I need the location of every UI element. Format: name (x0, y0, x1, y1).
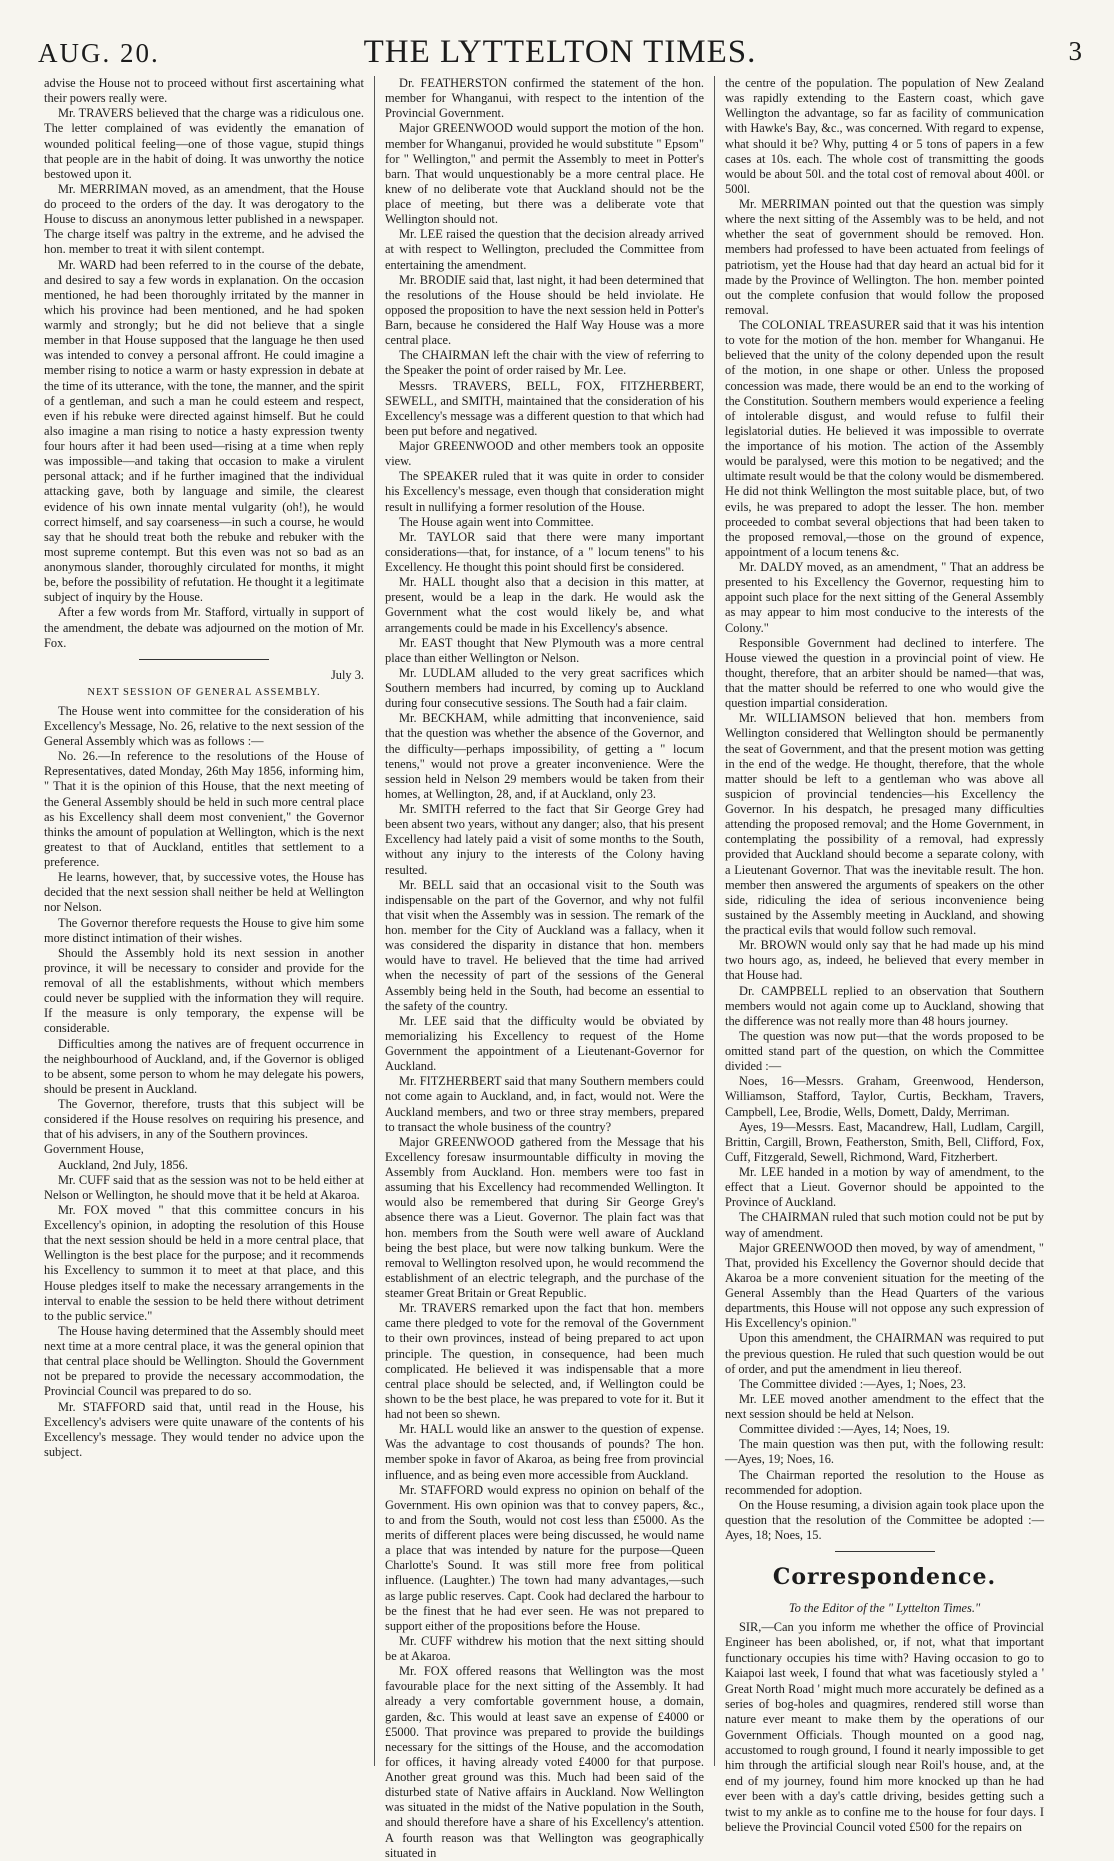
newspaper-title: THE LYTTELTON TIMES. (363, 34, 757, 70)
column-1 (34, 76, 374, 1766)
paragraph: Mr. FOX moved " that this committee concurs in his Excellency's opinion, in adopting the resolution of this House that the next session should be held in a more central place, that Wellington is the best place for the purpose; and it recommends his Excellency to summon it to meet at that place, and this House pledges itself to make the necessary arrangements in the interval to enable the session to be held there without detriment to the public service." (44, 1202, 364, 1323)
paragraph: The SPEAKER ruled that it was quite in order to consider his Excellency's message, even though that consideration might result in nullifying a former resolution of the House. (385, 469, 704, 514)
paragraph: Mr. LEE said that the difficulty would be obviated by memorializing his Excellency to request of the Home Government the appointment of a Lieutenant-Governor for Auckland. (385, 1013, 704, 1074)
paragraph: The main question was then put, with the following result: —Ayes, 19; Noes, 16. (725, 1437, 1044, 1467)
signature-line: Government House, (44, 1142, 144, 1157)
paragraph: Mr. BELL said that an occasional visit to the South was indispensable on the part of the Governor, and why not fulfil that visit when the Assembly was in session. The remark of the hon. member for the City of Auckland was a fallacy, when it was considered the disparity in distance that hon. members would have to travel. He believed that the time had arrived when the necessity of part of the sessions of the General Assembly being held in the South, had become an essential to the safety of the country. (385, 877, 704, 1013)
dateline: July 3. (330, 667, 364, 682)
column-3 (714, 76, 1054, 1834)
paragraph: Difficulties among the natives are of frequent occurrence in the neighbourhood of Auckland, and, if the Governor is obliged to be absent, some person to whom he may delegate his powers, should be present in Auckland. (44, 1036, 364, 1096)
paragraph: Mr. CUFF withdrew his motion that the next sitting should be at Akaroa. (385, 1633, 704, 1663)
section-heading: NEXT SESSION OF GENERAL ASSEMBLY. (87, 686, 321, 698)
paragraph: Mr. STAFFORD said that, until read in the House, his Excellency's advisers were quite unaware of the contents of his Excellency's message. They would tender no advice upon the subject. (44, 1399, 364, 1459)
paragraph: Mr. HALL thought also that a decision in this matter, at present, would be a leap in the dark. He would ask the Government what the cost would likely be, and what arrangements could be made in his Excellency's absence. (385, 575, 704, 635)
paragraph: Ayes, 19—Messrs. East, Macandrew, Hall, Ludlam, Cargill, Brittin, Cargill, Brown, Featherston, Smith, Bell, Clifford, Fox, Cuff, Fitzgerald, Sewell, Richmond, Ward, Fitzherbert. (725, 1119, 1044, 1164)
paragraph: Mr. CUFF said that as the session was not to be held either at Nelson or Wellington, he should move that it be held at Akaroa. (44, 1172, 364, 1202)
paragraph: Should the Assembly hold its next session in another province, it will be necessary to consider and provide for the removal of all the establishments, without which members could never be supplied with the information they will require. If the measure is only temporary, the expense will be considerable. (44, 945, 364, 1036)
paragraph: Mr. FITZHERBERT said that many Southern members could not come again to Auckland, and, in fact, would not. Were the Auckland members, and two or three stray members, prepared to transact the whole business of the country? (385, 1074, 704, 1134)
paragraph: advise the House not to proceed without first ascertaining what their powers really were. (44, 76, 364, 106)
paragraph: Mr. TAYLOR said that there were many important considerations—that, for instance, of a " locum tenens" to his Excellency. He thought this point should first be considered. (385, 529, 704, 574)
paragraph: Responsible Government had declined to interfere. The House viewed the question in a provincial point of view. He thought, therefore, that an arbiter should be named—that was, that the matter should be referred to one who would give the question impartial consideration. (725, 635, 1044, 711)
paragraph: Mr. STAFFORD would express no opinion on behalf of the Government. His own opinion was that to convey papers, &c., to and from the South, would not cost less than £5000. As the merits of different places were being discussed, he would name a place that was intended by nature for the purpose—Queen Charlotte's Sound. It was still more free from political influence. (Laughter.) The town had many advantages,—such as large public reserves. Capt. Cook had declared the harbour to be the finest that he had ever seen. He was not prepared to support either of the propositions before the House. (385, 1482, 704, 1633)
paragraph: Major GREENWOOD and other members took an opposite view. (385, 439, 704, 469)
paragraph: Messrs. TRAVERS, BELL, FOX, FITZHERBERT, SEWELL, and SMITH, maintained that the consideration of his Excellency's message was a different question to that which had been put before and negatived. (385, 378, 704, 438)
letter-addressee: To the Editor of the " Lyttelton Times." (788, 1600, 981, 1615)
paragraph: Mr. BROWN would only say that he had made up his mind two hours ago, as, indeed, he believed that every member in that House had. (725, 938, 1044, 983)
paragraph: Dr. CAMPBELL replied to an observation that Southern members would not again come up to Auckland, showing that the difference was not really more than 48 hours journey. (725, 983, 1044, 1028)
paragraph: The House went into committee for the consideration of his Excellency's Message, No. 26, relative to the next session of the General Assembly which was as follows :— (44, 703, 364, 749)
signature-line: Auckland, 2nd July, 1856. (58, 1157, 188, 1172)
paragraph: Upon this amendment, the CHAIRMAN was required to put the previous question. He ruled that such question would be out of order, and put the amendment in lieu thereof. (725, 1331, 1044, 1376)
paragraph: The House again went into Committee. (399, 514, 594, 529)
paragraph: The Governor, therefore, trusts that this subject will be considered if the House resolves on requiring his presence, and that of his advisers, in any of the Southern provinces. (44, 1097, 364, 1142)
issue-date: AUG. 20. (38, 38, 160, 68)
masthead (34, 0, 1086, 76)
paragraph: Mr. WILLIAMSON believed that hon. members from Wellington considered that Wellington should be permanently the seat of Government, and that the present motion was getting in the end of the wedge. He thought, therefore, that the whole matter should be left to a gentleman who was above all suspicion of provincial tendencies—his Excellency the Governor. In his despatch, he presaged many difficulties attending the proposed removal; and the Home Government, in contemplating the possibility of a removal, had expressly provided that Auckland should become a separate colony, with a Lieutenant Governor. That was the inevitable result. The hon. member then answered the arguments of speakers on the other side, ridiculing the idea of serious inconvenience being sustained by the Assembly meeting in Auckland, and showing the practical evils that would follow such removal. (725, 711, 1044, 937)
paragraph: The Committee divided :—Ayes, 1; Noes, 23. (739, 1376, 967, 1391)
correspondence-heading: Correspondence. (772, 1564, 997, 1591)
paragraph: Mr. HALL would like an answer to the question of expense. Was the advantage to cost thousands of pounds? The hon. member spoke in favor of Akaroa, as being free from provincial influence, and as being even more accessible from Auckland. (385, 1422, 704, 1482)
divider (139, 659, 269, 660)
columns (34, 76, 1086, 1860)
paragraph: He learns, however, that, by successive votes, the House has decided that the next session shall neither be held at Wellington nor Nelson. (44, 870, 364, 915)
letter-body: SIR,—Can you inform me whether the office of Provincial Engineer has been abolished, or, if not, what that important functionary occupies his time with? Having occasion to go to Kaiapoi last week, I found that what was facetiously styled a ' Great North Road ' might much more accurately be defined as a series of bog-holes and quagmires, rendered still worse than nature ever meant to make them by the operations of our Government Officials. Though mounted on a good nag, accustomed to rough ground, I found it nearly impossible to get him through the artificial slough near Roil's house, and, at the end of my journey, found him more knocked up than he had ever been with a day's cattle driving, besides getting such a twist to my ankle as to confine me to the house for four days. I believe the Provincial Council voted £500 for the repairs on (725, 1620, 1044, 1834)
paragraph: Dr. FEATHERSTON confirmed the statement of the hon. member for Whanganui, with respect to the intention of the Provincial Government. (385, 76, 704, 121)
paragraph: Mr. DALDY moved, as an amendment, " That an address be presented to his Excellency the Governor, requesting him to appoint such place for the next sitting of the General Assembly as may appear to him most conducive to the interests of the Colony." (725, 560, 1044, 635)
paragraph: Mr. WARD had been referred to in the course of the debate, and desired to say a few words in explanation. On the occasion mentioned, he had been thoroughly irritated by the manner in which his province had been mentioned, and he had spoken warmly and strongly; but he did not believe that a single member in that House supposed that the language he then used was intended to convey a personal affront. He could imagine a member rising to notice a warm or hasty expression in debate at the time of its utterance, with the tone, the manner, and the spirit of a gentleman, and such a man he could esteem and respect, even if his rebuke were directed against himself. But he could also imagine a man rising to notice a hasty expression twenty four hours after it had been used—rising at a time when reply was impossible—and taking that occasion to make a virulent personal attack; and if he further imagined that the individual attacking gave, both by language and simile, the clearest evidence of his own innate mental vulgarity (oh!), he would correct himself, and say coarseness—in such a course, he would say that he should treat both the rebuke and rebuker with the most supreme contempt. But this even was not so bad as an anonymous slander, thoroughly circulated for months, it might be, before the possibility of refutation. He thought it a legitimate subject of inquiry by the House. (44, 257, 365, 605)
divider (835, 1551, 935, 1552)
paragraph: Noes, 16—Messrs. Graham, Greenwood, Henderson, Williamson, Stafford, Taylor, Curtis, Beckham, Travers, Campbell, Lee, Brodie, Wells, Domett, Daldy, Merriman. (725, 1074, 1044, 1119)
paragraph: Mr. LEE raised the question that the decision already arrived at with respect to Wellington, precluded the Committee from entertaining the amendment. (385, 227, 704, 272)
paragraph: The CHAIRMAN left the chair with the view of referring to the Speaker the point of order raised by Mr. Lee. (385, 348, 704, 378)
paragraph: Mr. BECKHAM, while admitting that inconvenience, said that the question was whether the absence of the Governor, and the difficulty—perhaps impossibility, of getting a " locum tenens," would not prove a greater inconvenience. Were the session held in Nelson 29 members would be taken from their homes, at Wellington, 28, and, if at Auckland, only 23. (385, 711, 704, 801)
paragraph: Mr. BRODIE said that, last night, it had been determined that the resolutions of the House should be held inviolate. He opposed the proposition to have the next session held in Potter's Barn, because he considered the Half Way House was a more central place. (385, 272, 704, 348)
paragraph: Mr. FOX offered reasons that Wellington was the most favourable place for the next sitting of the Assembly. It had already a very comfortable government house, a domain, garden, &c. This would at least save an expense of £4000 or £5000. That province was prepared to provide the buildings necessary for the sittings of the House, and the accomodation for offices, it having already voted £4000 for that purpose. Another great ground was this. Much had been said of the disturbed state of Native affairs in Auckland. Now Wellington was situated in the midst of the Native population in the South, and should therefore have a share of his Excellency's attention. A fourth reason was that Wellington was geographically situated in (385, 1664, 704, 1860)
paragraph: Major GREENWOOD gathered from the Message that his Excellency foresaw insurmountable difficulty in moving the Assembly from Auckland. Hon. members were too fast in assuming that his Excellency had recommended Wellington. It would also be remembered that during Sir George Grey's absence there was a Lieut. Governor. The plain fact was that hon. members from the South were well aware of Auckland being the best place, but were now talking bunkum. Were the removal to Wellington resolved upon, he would recommend the establishment of an electric telegraph, and the purchase of the steamer Great Britain or Great Republic. (385, 1134, 704, 1300)
paragraph: The Governor therefore requests the House to give him some more distinct intimation of their wishes. (44, 915, 364, 945)
paragraph: Major GREENWOOD then moved, by way of amendment, " That, provided his Excellency the Governor should decide that Akaroa be a more convenient situation for the meeting of the General Assembly than the Head Quarters of the various departments, this House will not oppose any such expression of His Excellency's opinion." (725, 1240, 1044, 1331)
paragraph: Mr. LEE moved another amendment to the effect that the next session should be held at Nelson. (725, 1391, 1044, 1421)
paragraph: Major GREENWOOD would support the motion of the hon. member for Whanganui, provided he would substitute " Epsom" for " Wellington," and permit the Assembly to meet in Potter's barn. That would unquestionably be a more central place. He knew of no deliberate vote that Auckland should not be the place of meeting, but there was a deliberate vote that Wellington should not. (385, 121, 704, 227)
page-number: 3 (1068, 36, 1082, 66)
paragraph: Mr. TRAVERS believed that the charge was a ridiculous one. The letter complained of was evidently the emanation of wounded political feeling—one of those vague, stupid things that people are in the habit of doing. It was unworthy the notice bestowed upon it. (44, 106, 364, 181)
paragraph: Mr. EAST thought that New Plymouth was a more central place than either Wellington or Nelson. (385, 635, 704, 665)
paragraph: The CHAIRMAN ruled that such motion could not be put by way of amendment. (725, 1210, 1044, 1240)
paragraph: No. 26.—In reference to the resolutions of the House of Representatives, dated Monday, 26th May 1856, informing him, " That it is the opinion of this House, that the next meeting of the General Assembly should be held in such more central place as his Excellency shall deem most convenient," the Governor thinks the amount of population at Wellington, which is the next greatest to that of Auckland, entitles that settlement to a preference. (44, 749, 364, 870)
paragraph: The Chairman reported the resolution to the House as recommended for adoption. (725, 1467, 1044, 1497)
paragraph: The House having determined that the Assembly should meet next time at a more central place, it was the general opinion that that central place should be Wellington. Should the Government not be prepared to provide the necessary accommodation, the Provincial Council was prepared to do so. (44, 1323, 364, 1399)
paragraph: the centre of the population. The population of New Zealand was rapidly extending to the Eastern coast, which gave Wellington the advantage, so far as facility of communication with Hawke's Bay, &c., was concerned. With regard to expense, what should it be? Why, putting 4 or 5 tons of papers in a few cases at 10s. each. The whole cost of transmitting the goods would be about 50l. and the total cost of removal about 400l. or 500l. (725, 76, 1044, 196)
paragraph: Mr. MERRIMAN moved, as an amendment, that the House do proceed to the orders of the day. It was derogatory to the House to discuss an anonymous letter published in a newspaper. The charge itself was paltry in the extreme, and he advised the hon. member to treat it with silent contempt. (44, 181, 364, 257)
paragraph: Mr. LEE handed in a motion by way of amendment, to the effect that a Lieut. Governor should be appointed to the Province of Auckland. (725, 1165, 1044, 1210)
paragraph: Mr. TRAVERS remarked upon the fact that hon. members came there pledged to vote for the removal of the Government to their own provinces, instead of being prepared to act upon principle. The question, in consequence, had been much complicated. He believed it was indispensable that a more central place should be selected, and, if Wellington could be shown to be the best place, he was prepared to vote for it. But it had not been so shewn. (385, 1301, 704, 1421)
paragraph: The question was now put—that the words proposed to be omitted stand part of the question, on which the Committee divided :— (725, 1028, 1044, 1074)
column-2 (374, 76, 714, 1860)
paragraph: The COLONIAL TREASURER said that it was his intention to vote for the motion of the hon. member for Whanganui. He believed that the unity of the colony depended upon the result of the motion, in one shape or other. Unless the proposed concession was made, there would be an end to the working of the Constitution. Southern members would experience a feeling of intolerable disgust, and would refuse to fulfil their legislatorial duties. He believed it was impossible to overrate the importance of his motion. The action of the Assembly would be paralysed, were this motion to be negatived; and the ultimate result would be that the colony would be dismembered. He did not think Wellington the most suitable place, but, of two evils, he was prepared to adopt the lesser. The hon. member proceeded to combat several objections that had been taken to the proposed removal,—those on the ground of expence, appointment of a locum tenens &c. (725, 318, 1044, 559)
paragraph: Committee divided :—Ayes, 14; Noes, 19. (739, 1422, 950, 1437)
paragraph: Mr. LUDLAM alluded to the very great sacrifices which Southern members had incurred, by coming up to Auckland during four consecutive sessions. The South had a fair claim. (385, 665, 704, 711)
paragraph: Mr. SMITH referred to the fact that Sir George Grey had been absent two years, without any danger; also, that his present Excellency had lately paid a visit of some months to the South, without any injury to the interests of the Colony having resulted. (385, 802, 704, 877)
paragraph: Mr. MERRIMAN pointed out that the question was simply where the next sitting of the Assembly was to be held, and not whether the seat of government should be removed. Hon. members had professed to have been actuated from feelings of patriotism, yet the House had that day heard an actual bid for it made by the Province of Wellington. The hon. member pointed out the complete confusion that would follow the proposed removal. (725, 197, 1044, 317)
paragraph: After a few words from Mr. Stafford, virtually in support of the amendment, the debate was adjourned on the motion of Mr. Fox. (44, 605, 364, 650)
paragraph: On the House resuming, a division again took place upon the question that the resolution of the Committee be adopted :—Ayes, 18; Noes, 15. (725, 1497, 1044, 1542)
